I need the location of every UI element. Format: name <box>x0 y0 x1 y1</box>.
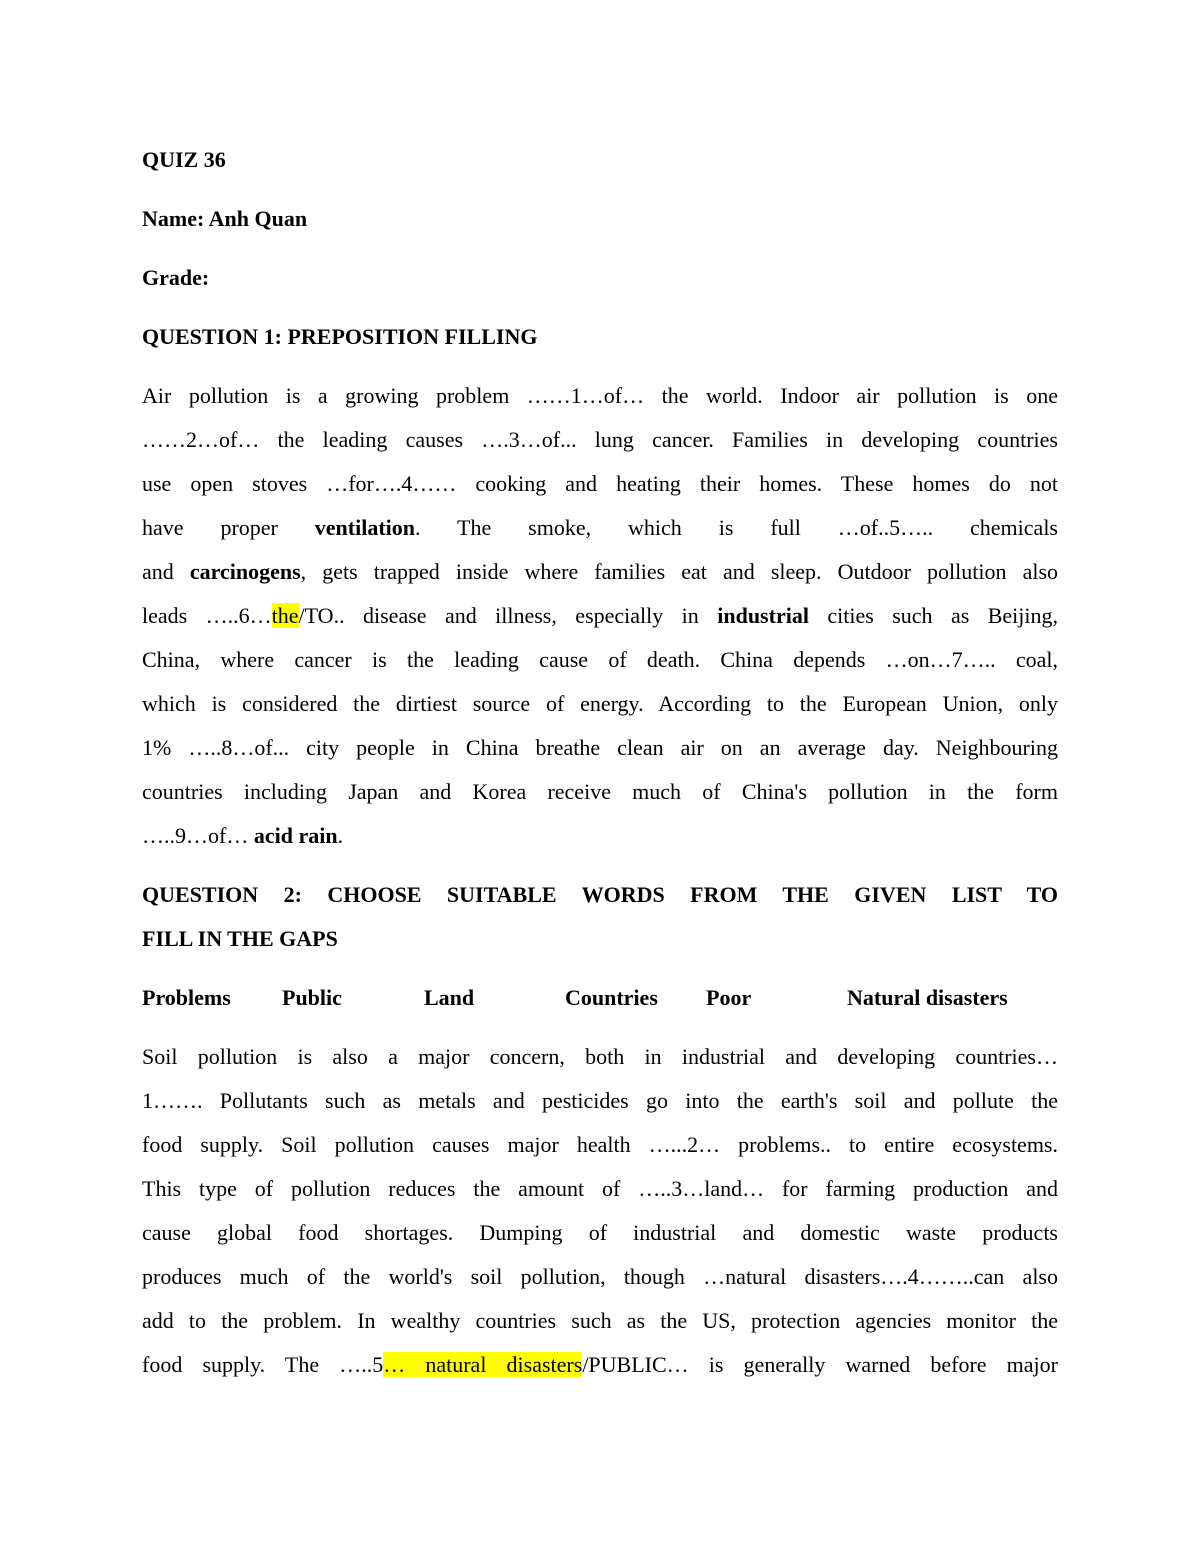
q1-line <box>142 594 1058 638</box>
word-list-item: Problems <box>142 985 231 1010</box>
grade-label: Grade: <box>142 265 210 290</box>
question-2-title <box>142 873 1058 961</box>
q1-line: Air pollution is a growing problem ……1…of… the world. Indoor air pollution is one <box>142 383 1058 408</box>
q1-text: . <box>337 823 344 848</box>
q1-line: 1% …..8…of... city people in China breathe clean air on an average day. Neighbouring <box>142 735 1058 760</box>
q2-text: food supply. The …..5 <box>142 1352 384 1377</box>
q2-highlighted-word: … natural disasters <box>383 1352 583 1377</box>
word-list-item: Countries <box>565 985 658 1010</box>
q1-text: leads …..6… <box>142 603 272 628</box>
question-2-paragraph <box>142 1035 1058 1387</box>
q2-line: cause global food shortages. Dumping of industrial and domestic waste products <box>142 1220 1058 1245</box>
q1-text: …..9…of… <box>142 823 254 848</box>
q2-line: food supply. Soil pollution causes major health …...2… problems.. to entire ecosystems. <box>142 1132 1058 1157</box>
q1-bold-word: acid rain <box>253 823 338 848</box>
question-1-title: QUESTION 1: PREPOSITION FILLING <box>142 324 538 349</box>
word-list-item: Natural disasters <box>847 985 1008 1010</box>
q1-line <box>142 506 1058 550</box>
q1-bold-word: industrial <box>717 603 809 628</box>
word-list-item: Land <box>424 985 475 1010</box>
q2-line: 1……. Pollutants such as metals and pesticides go into the earth's soil and pollute the <box>142 1088 1058 1113</box>
q1-text: , gets trapped inside where families eat and sleep. Outdoor pollution also <box>300 559 1059 584</box>
question-1-paragraph <box>142 374 1058 858</box>
q2-title-line: FILL IN THE GAPS <box>142 926 338 951</box>
word-list <box>142 976 1058 1020</box>
word-list-item: Public <box>282 985 342 1010</box>
q2-text: /PUBLIC… is generally warned before major <box>582 1352 1058 1377</box>
q2-line: produces much of the world's soil pollution, though …natural disasters….4……..can also <box>142 1264 1058 1289</box>
q1-highlighted-word: the <box>271 603 299 628</box>
q2-title-line: QUESTION 2: CHOOSE SUITABLE WORDS FROM THE GIVEN LIST TO <box>142 882 1058 907</box>
q1-line <box>142 550 1058 594</box>
name-value: Anh Quan <box>208 206 308 231</box>
name-line <box>142 197 1058 241</box>
q1-line: ……2…of… the leading causes ….3…of... lung cancer. Families in developing countries <box>142 427 1058 452</box>
q2-line: add to the problem. In wealthy countries such as the US, protection agencies monitor the <box>142 1308 1058 1333</box>
q1-bold-word: carcinogens <box>189 559 301 584</box>
q2-line: This type of pollution reduces the amount of …..3…land… for farming production and <box>142 1176 1058 1201</box>
document-page <box>142 138 1058 1387</box>
q1-line: which is considered the dirtiest source of energy. According to the European Union, only <box>142 691 1058 716</box>
q1-text: /TO.. disease and illness, especially in <box>298 603 718 628</box>
q1-line: use open stoves …for….4…… cooking and heating their homes. These homes do not <box>142 471 1058 496</box>
name-label: Name: <box>142 206 205 231</box>
q1-line: China, where cancer is the leading cause of death. China depends …on…7….. coal, <box>142 647 1058 672</box>
q1-text: have proper <box>142 515 315 540</box>
word-list-item: Poor <box>706 985 752 1010</box>
q1-text: cities such as Beijing, <box>808 603 1059 628</box>
q1-text: and <box>142 559 190 584</box>
q1-line <box>142 814 1058 858</box>
quiz-title: QUIZ 36 <box>142 147 226 172</box>
q1-bold-word: ventilation <box>314 515 416 540</box>
q1-text: . The smoke, which is full …of..5….. chemicals <box>415 515 1058 540</box>
q2-line <box>142 1343 1058 1387</box>
q2-line: Soil pollution is also a major concern, both in industrial and developing countries… <box>142 1044 1058 1069</box>
q1-line: countries including Japan and Korea receive much of China's pollution in the form <box>142 779 1058 804</box>
